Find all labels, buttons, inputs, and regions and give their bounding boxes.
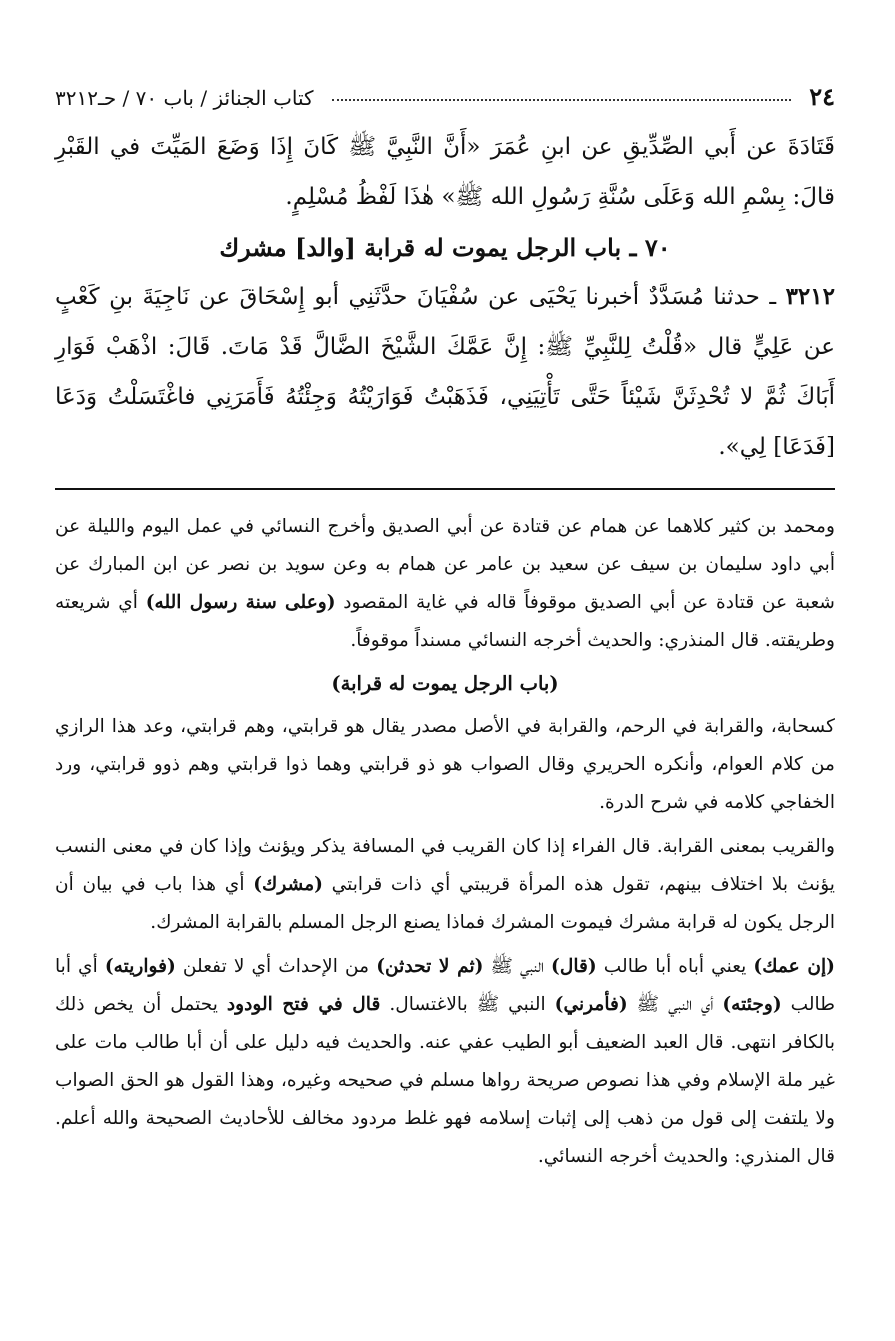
commentary-keyword: (وجئته) [722, 994, 782, 1015]
commentary-keyword: (فواريته) [104, 956, 176, 977]
chapter-title: ٧٠ ـ باب الرجل يموت له قرابة [والد] مشرك [219, 233, 671, 262]
hadith-number: ٣٢١٢ [785, 283, 835, 310]
commentary-text: أي شريعته وطريقته. قال المنذري: والحديث أخرجه النسائي مسنداً موقوفاً. [55, 592, 835, 651]
hadith-continuation: قَتَادَةَ عن أَبي الصِّدِّيقِ عن ابنِ عُمَرَ «أَنَّ النَّبِيَّ ﷺ كَانَ إِذَا وَضَعَ المَيِّتَ في القَبْرِ قالَ: بِسْمِ الله وَعَلَى سُنَّةِ رَسُولِ الله ﷺ» هٰذَا لَفْظُ مُسْلِمٍ. [55, 134, 835, 210]
commentary-keyword: (إن عمك) [753, 956, 835, 977]
page-number: ٢٤ [809, 82, 835, 111]
footnote-divider [55, 488, 835, 490]
commentary [55, 508, 835, 1176]
commentary-text: يحتمل أن يخص ذلك بالكافر انتهى. قال العبد الضعيف أبو الطيب عفي عنه. والحديث فيه دليل على أن أبا طالب مات على غير ملة الإسلام وفي هذا نصوص صريحة رواها مسلم في صحيحه وغيره، وهذا القول هو الحق الصواب ولا يلتفت إلى قول من ذهب إلى إثبات إسلامه فهو غلط مردود مخالف للأحاديث الصحيحة والله أعلم. قال المنذري: والحديث أخرجه النسائي. [55, 994, 835, 1167]
commentary-keyword: (وعلى سنة رسول الله) [145, 592, 336, 613]
commentary-keyword: (مشرك) [253, 874, 323, 895]
commentary-text: من الإحداث أي لا تفعلن [182, 956, 370, 977]
header-dotted-leader [332, 99, 792, 101]
page-header [55, 82, 835, 122]
hadith-3212 [55, 272, 835, 472]
running-title: كتاب الجنائز / باب ٧٠ / حـ٣٢١٢ [55, 86, 314, 110]
commentary-text: أي هذا باب في بيان أن الرجل يكون له قرابة مشرك فيموت المشرك فماذا يصنع الرجل المسلم بالقرابة المشرك. [55, 874, 835, 933]
commentary-text: أي النبي ﷺ [636, 994, 714, 1015]
commentary-keyword: (فأمرني) [554, 994, 628, 1015]
commentary-keyword: (قال) [551, 956, 597, 977]
main-text [55, 122, 835, 472]
commentary-paragraph-4 [55, 948, 835, 1176]
commentary-paragraph-3 [55, 828, 835, 942]
commentary-paragraph-1 [55, 508, 835, 660]
commentary-text: النبي ﷺ بالاغتسال. [389, 994, 546, 1015]
commentary-keyword: قال في فتح الودود [226, 994, 381, 1015]
hadith-text: ـ حدثنا مُسَدَّدٌ أخبرنا يَحْيَى عن سُفْيَانَ حدَّثَنِي أبو إِسْحَاقَ عن نَاجِيَةَ بنِ كَعْبٍ عن عَلِيٍّ قال «قُلْتُ لِلنَّبِيِّ ﷺ: إِنَّ عَمَّكَ الشَّيْخَ الضَّالَّ قَدْ مَاتَ. قَالَ: اذْهَبْ فَوَارِ أَبَاكَ ثُمَّ لا تُحْدِثَنَّ شَيْئاً حَتَّى تَأْتِيَنِي، فَذَهَبْتُ فَوَارَيْتُهُ وَجِئْتُهُ فَأَمَرَنِي فاغْتَسَلْتُ وَدَعَا [فَدَعَا] لِي». [55, 284, 835, 460]
commentary-text: يعني أباه أبا طالب [603, 956, 747, 977]
commentary-paragraph-2: كسحابة، والقرابة في الرحم، والقرابة في الأصل مصدر يقال هو قرابتي، وهم قرابتي، وعد هذا الرازي من كلام العوام، وأنكره الحريري وقال الصواب هو ذو قرابتي وهما ذوا قرابتي وهم ذوو قرابتي، ورد الخفاجي كلامه في شرح الدرة. [55, 716, 835, 813]
commentary-text: النبي ﷺ [490, 956, 544, 977]
commentary-text: ومحمد بن كثير كلاهما عن همام عن قتادة عن أبي الصديق وأخرج النسائي في عمل اليوم والليلة عن أبي داود سليمان بن سيف عن سعيد بن عامر عن همام به وعن سويد بن نصر عن ابن المبارك عن شعبة عن قتادة عن أبي الصديق موقوفاً قاله في غاية المقصود [55, 516, 835, 613]
commentary-text: أي أبا طالب [55, 956, 835, 1015]
commentary-subtitle: (باب الرجل يموت له قرابة) [331, 672, 559, 695]
commentary-keyword: (ثم لا تحدثن) [376, 956, 484, 977]
page-content [55, 82, 835, 1182]
commentary-text: والقريب بمعنى القرابة. قال الفراء إذا كان القريب في المسافة يذكر ويؤنث وإذا كان في معنى النسب يؤنث بلا اختلاف بينهم، تقول هذه المرأة قريبتي أي ذات قرابتي [55, 836, 835, 895]
